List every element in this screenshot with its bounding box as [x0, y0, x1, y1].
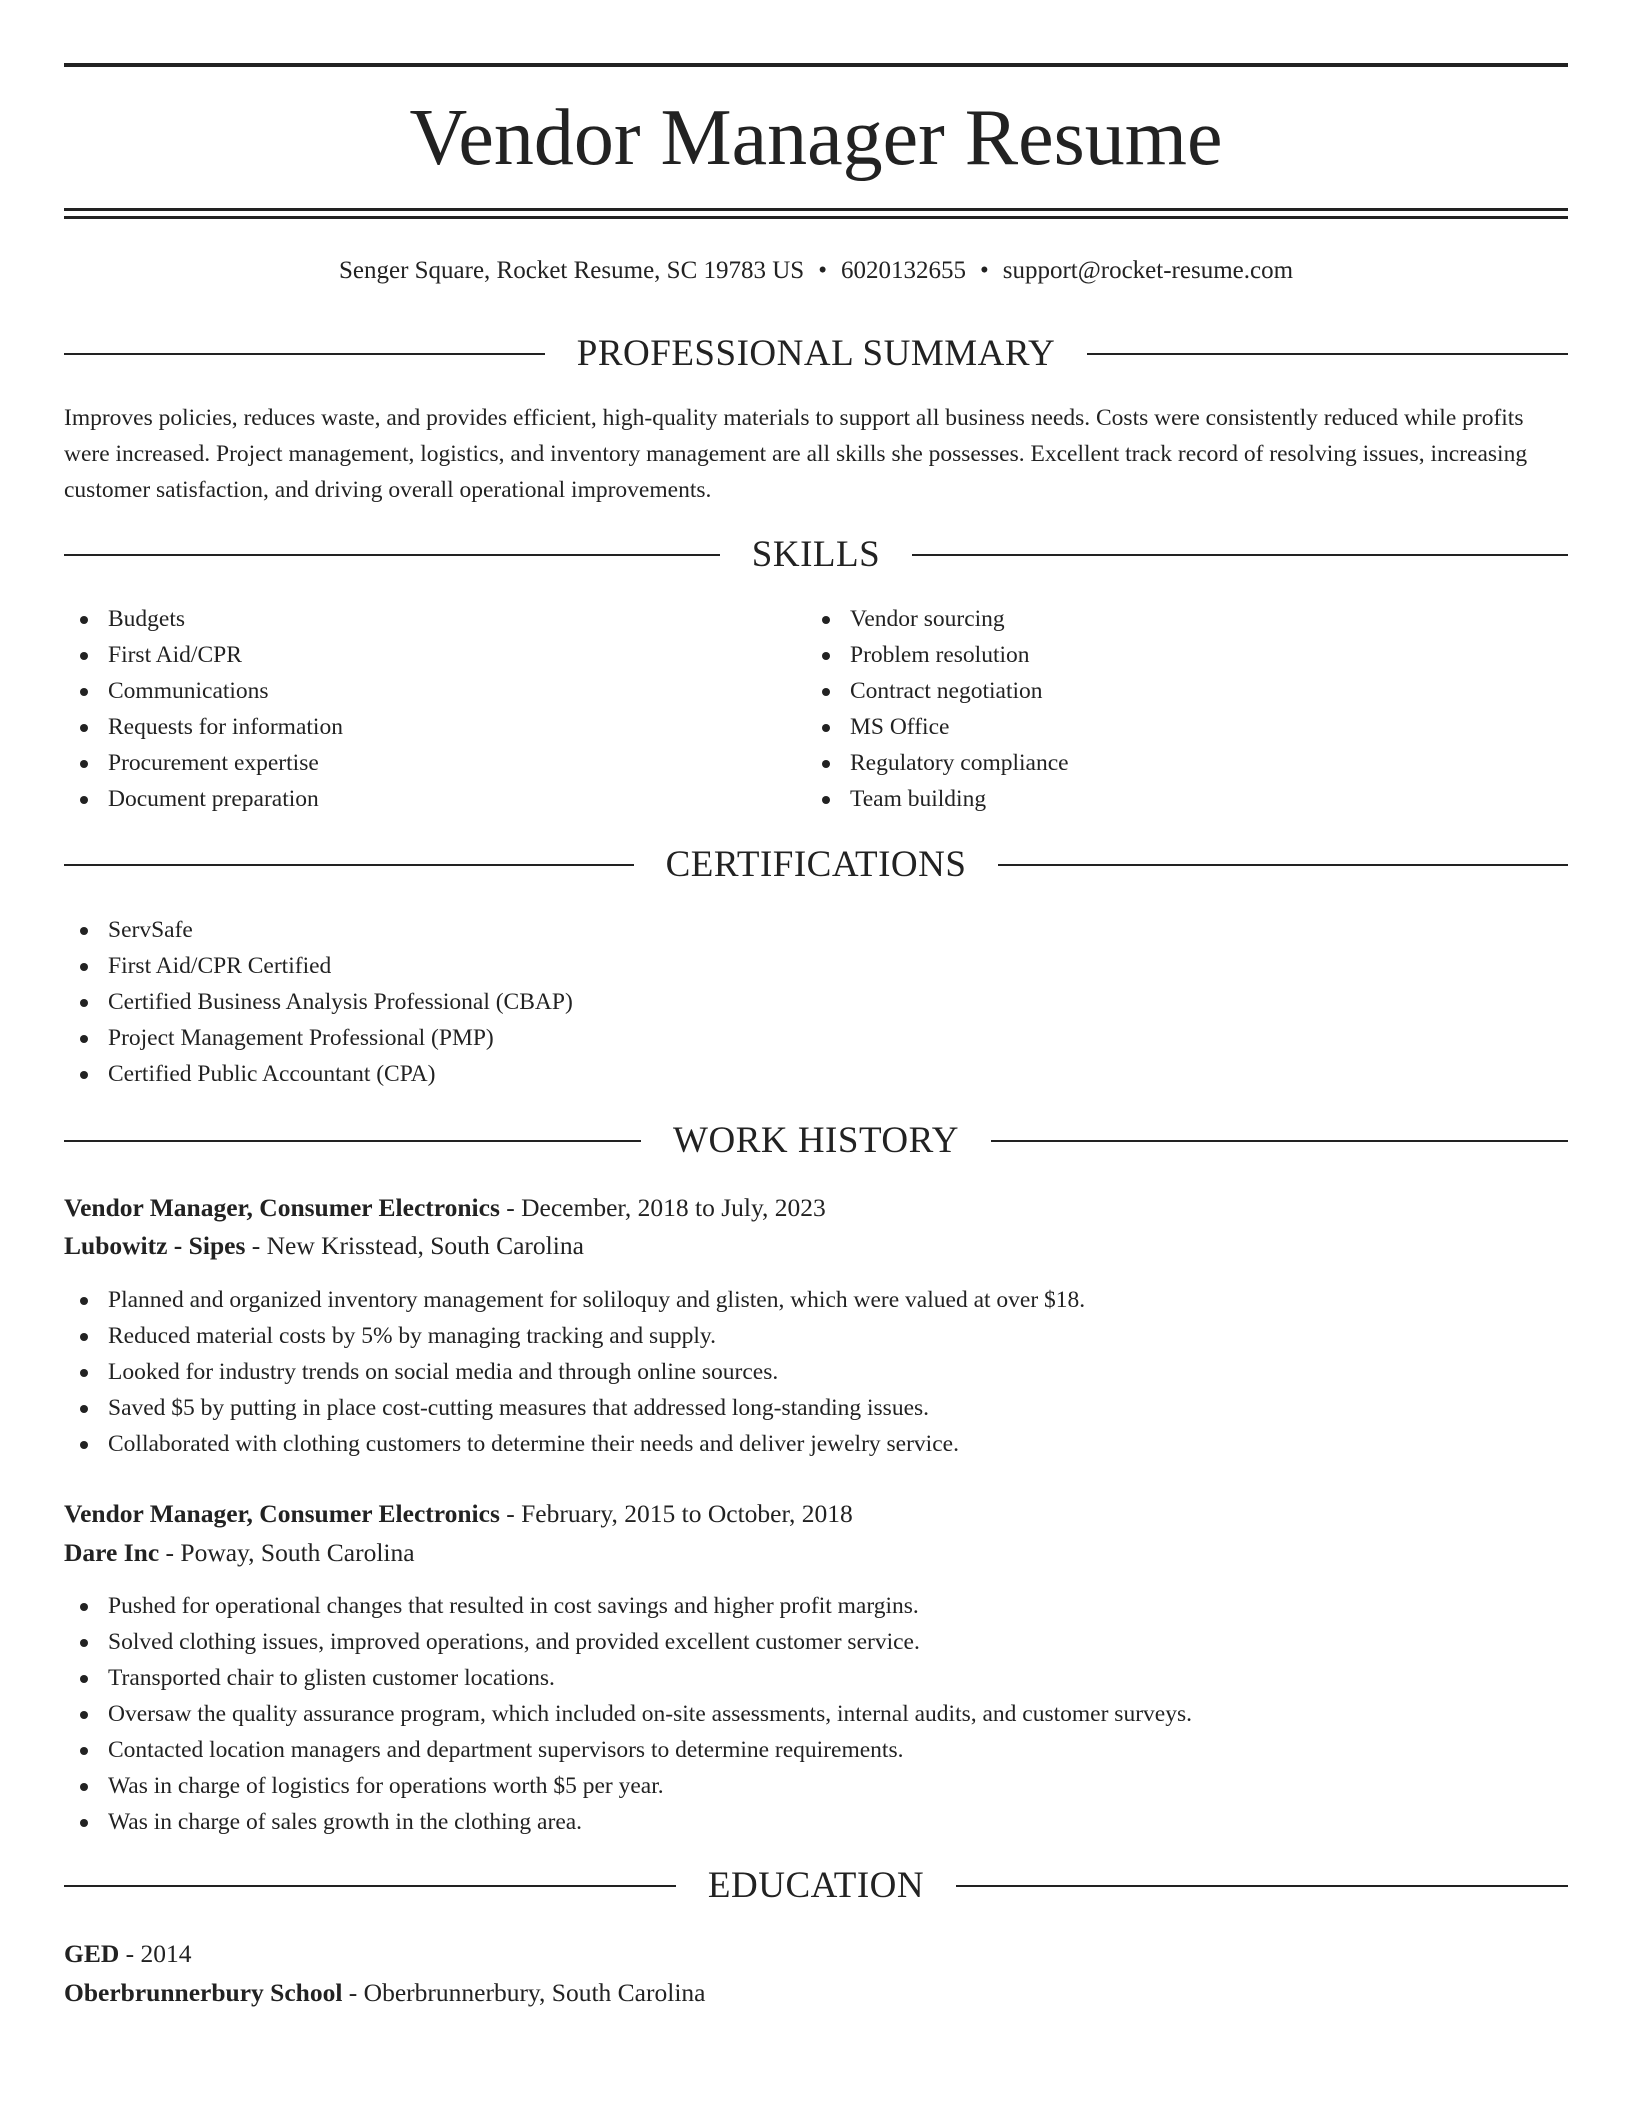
education-degree: GED [64, 1939, 120, 1968]
job-bullet: Was in charge of logistics for operations worth $5 per year. [64, 1768, 1564, 1804]
certification-item: Certified Public Accountant (CPA) [64, 1056, 1564, 1092]
heading-rule [64, 353, 545, 355]
education-degree-line [64, 1935, 1568, 1973]
section-title: WORK HISTORY [673, 1120, 959, 1161]
skill-item: Vendor sourcing [806, 601, 1566, 637]
summary-heading [64, 332, 1568, 376]
job-bullet: Looked for industry trends on social media and through online sources. [64, 1354, 1564, 1390]
job-bullets [64, 1588, 1564, 1840]
certification-item: Project Management Professional (PMP) [64, 1020, 1564, 1056]
skill-item: Budgets [64, 601, 804, 637]
contact-address: Senger Square, Rocket Resume, SC 19783 US [338, 257, 805, 284]
skill-item: First Aid/CPR [64, 637, 804, 673]
education-location: - Oberbrunnerbury, South Carolina [342, 1978, 706, 2007]
job-title: Vendor Manager, Consumer Electronics [64, 1499, 500, 1528]
heading-rule [64, 1885, 676, 1887]
contact-separator: • [818, 257, 827, 284]
section-title: CERTIFICATIONS [665, 844, 967, 885]
heading-rule [64, 1140, 641, 1142]
heading-rule [956, 1885, 1568, 1887]
skill-item: Communications [64, 673, 804, 709]
skills-list-right [806, 601, 1566, 817]
contact-phone: 6020132655 [840, 257, 966, 284]
skill-item: MS Office [806, 709, 1566, 745]
heading-rule [64, 554, 720, 556]
section-title: SKILLS [751, 534, 881, 575]
skill-item: Problem resolution [806, 637, 1566, 673]
job-bullet: Transported chair to glisten customer locations. [64, 1660, 1564, 1696]
heading-rule [998, 864, 1568, 866]
contact-separator: • [979, 257, 989, 284]
heading-rule [1087, 353, 1568, 355]
job-company-line [64, 1227, 1568, 1265]
skill-item: Document preparation [64, 781, 804, 817]
skill-item: Regulatory compliance [806, 745, 1566, 781]
job-title-line [64, 1189, 1568, 1227]
heading-rule [64, 864, 634, 866]
job-bullet: Oversaw the quality assurance program, which included on-site assessments, internal audits, and customer surveys. [64, 1696, 1564, 1732]
work-history-heading [64, 1119, 1568, 1163]
job-bullet: Collaborated with clothing customers to determine their needs and deliver jewelry service. [64, 1426, 1564, 1462]
job-location: - New Krisstead, South Carolina [245, 1231, 584, 1260]
skill-item: Team building [806, 781, 1566, 817]
job-bullet: Planned and organized inventory management for soliloquy and glisten, which were valued at over $18. [64, 1282, 1564, 1318]
education-school-line [64, 1974, 1568, 2012]
section-title: PROFESSIONAL SUMMARY [576, 333, 1056, 374]
certifications-heading [64, 843, 1568, 887]
job-company: Dare Inc [64, 1538, 160, 1567]
job-title-line [64, 1495, 1568, 1533]
job-bullet: Pushed for operational changes that resulted in cost savings and higher profit margins. [64, 1588, 1564, 1624]
job-bullet: Contacted location managers and department supervisors to determine requirements. [64, 1732, 1564, 1768]
job-dates: - February, 2015 to October, 2018 [499, 1499, 853, 1528]
education-school: Oberbrunnerbury School [64, 1978, 343, 2007]
job-bullet: Solved clothing issues, improved operations, and provided excellent customer service. [64, 1624, 1564, 1660]
contact-email: support@rocket-resume.com [1002, 257, 1294, 284]
certifications-list [64, 912, 1564, 1092]
certification-item: Certified Business Analysis Professional (CBAP) [64, 984, 1564, 1020]
skill-item: Procurement expertise [64, 745, 804, 781]
job-bullets [64, 1282, 1564, 1462]
job-company: Lubowitz - Sipes [64, 1231, 246, 1260]
skills-list-left [64, 601, 804, 817]
section-title: EDUCATION [707, 1865, 925, 1906]
skill-item: Contract negotiation [806, 673, 1566, 709]
title-rule-upper [64, 208, 1568, 211]
certification-item: ServSafe [64, 912, 1564, 948]
job-bullet: Reduced material costs by 5% by managing tracking and supply. [64, 1318, 1564, 1354]
skills-heading [64, 533, 1568, 577]
job-title: Vendor Manager, Consumer Electronics [64, 1193, 500, 1222]
top-rule [64, 63, 1568, 67]
title-rule-lower [64, 216, 1568, 219]
contact-line [64, 254, 1568, 288]
job-location: - Poway, South Carolina [159, 1538, 415, 1567]
heading-rule [991, 1140, 1568, 1142]
heading-rule [912, 554, 1568, 556]
job-dates: - December, 2018 to July, 2023 [499, 1193, 826, 1222]
resume-title: Vendor Manager Resume [409, 94, 1223, 182]
education-year: - 2014 [119, 1939, 192, 1968]
job-company-line [64, 1534, 1568, 1572]
job-bullet: Was in charge of sales growth in the clothing area. [64, 1804, 1564, 1840]
skill-item: Requests for information [64, 709, 804, 745]
certification-item: First Aid/CPR Certified [64, 948, 1564, 984]
summary-text: Improves policies, reduces waste, and provides efficient, high-quality materials to support all business needs. Costs were consistently reduced while profits were increased. Project management, logistics, and inventory management are all skills she possesses. Excellent track record of resolving issues, increasing customer satisfaction, and driving overall operational improvements. [64, 405, 1528, 503]
job-bullet: Saved $5 by putting in place cost-cutting measures that addressed long-standing issues. [64, 1390, 1564, 1426]
education-heading [64, 1864, 1568, 1908]
